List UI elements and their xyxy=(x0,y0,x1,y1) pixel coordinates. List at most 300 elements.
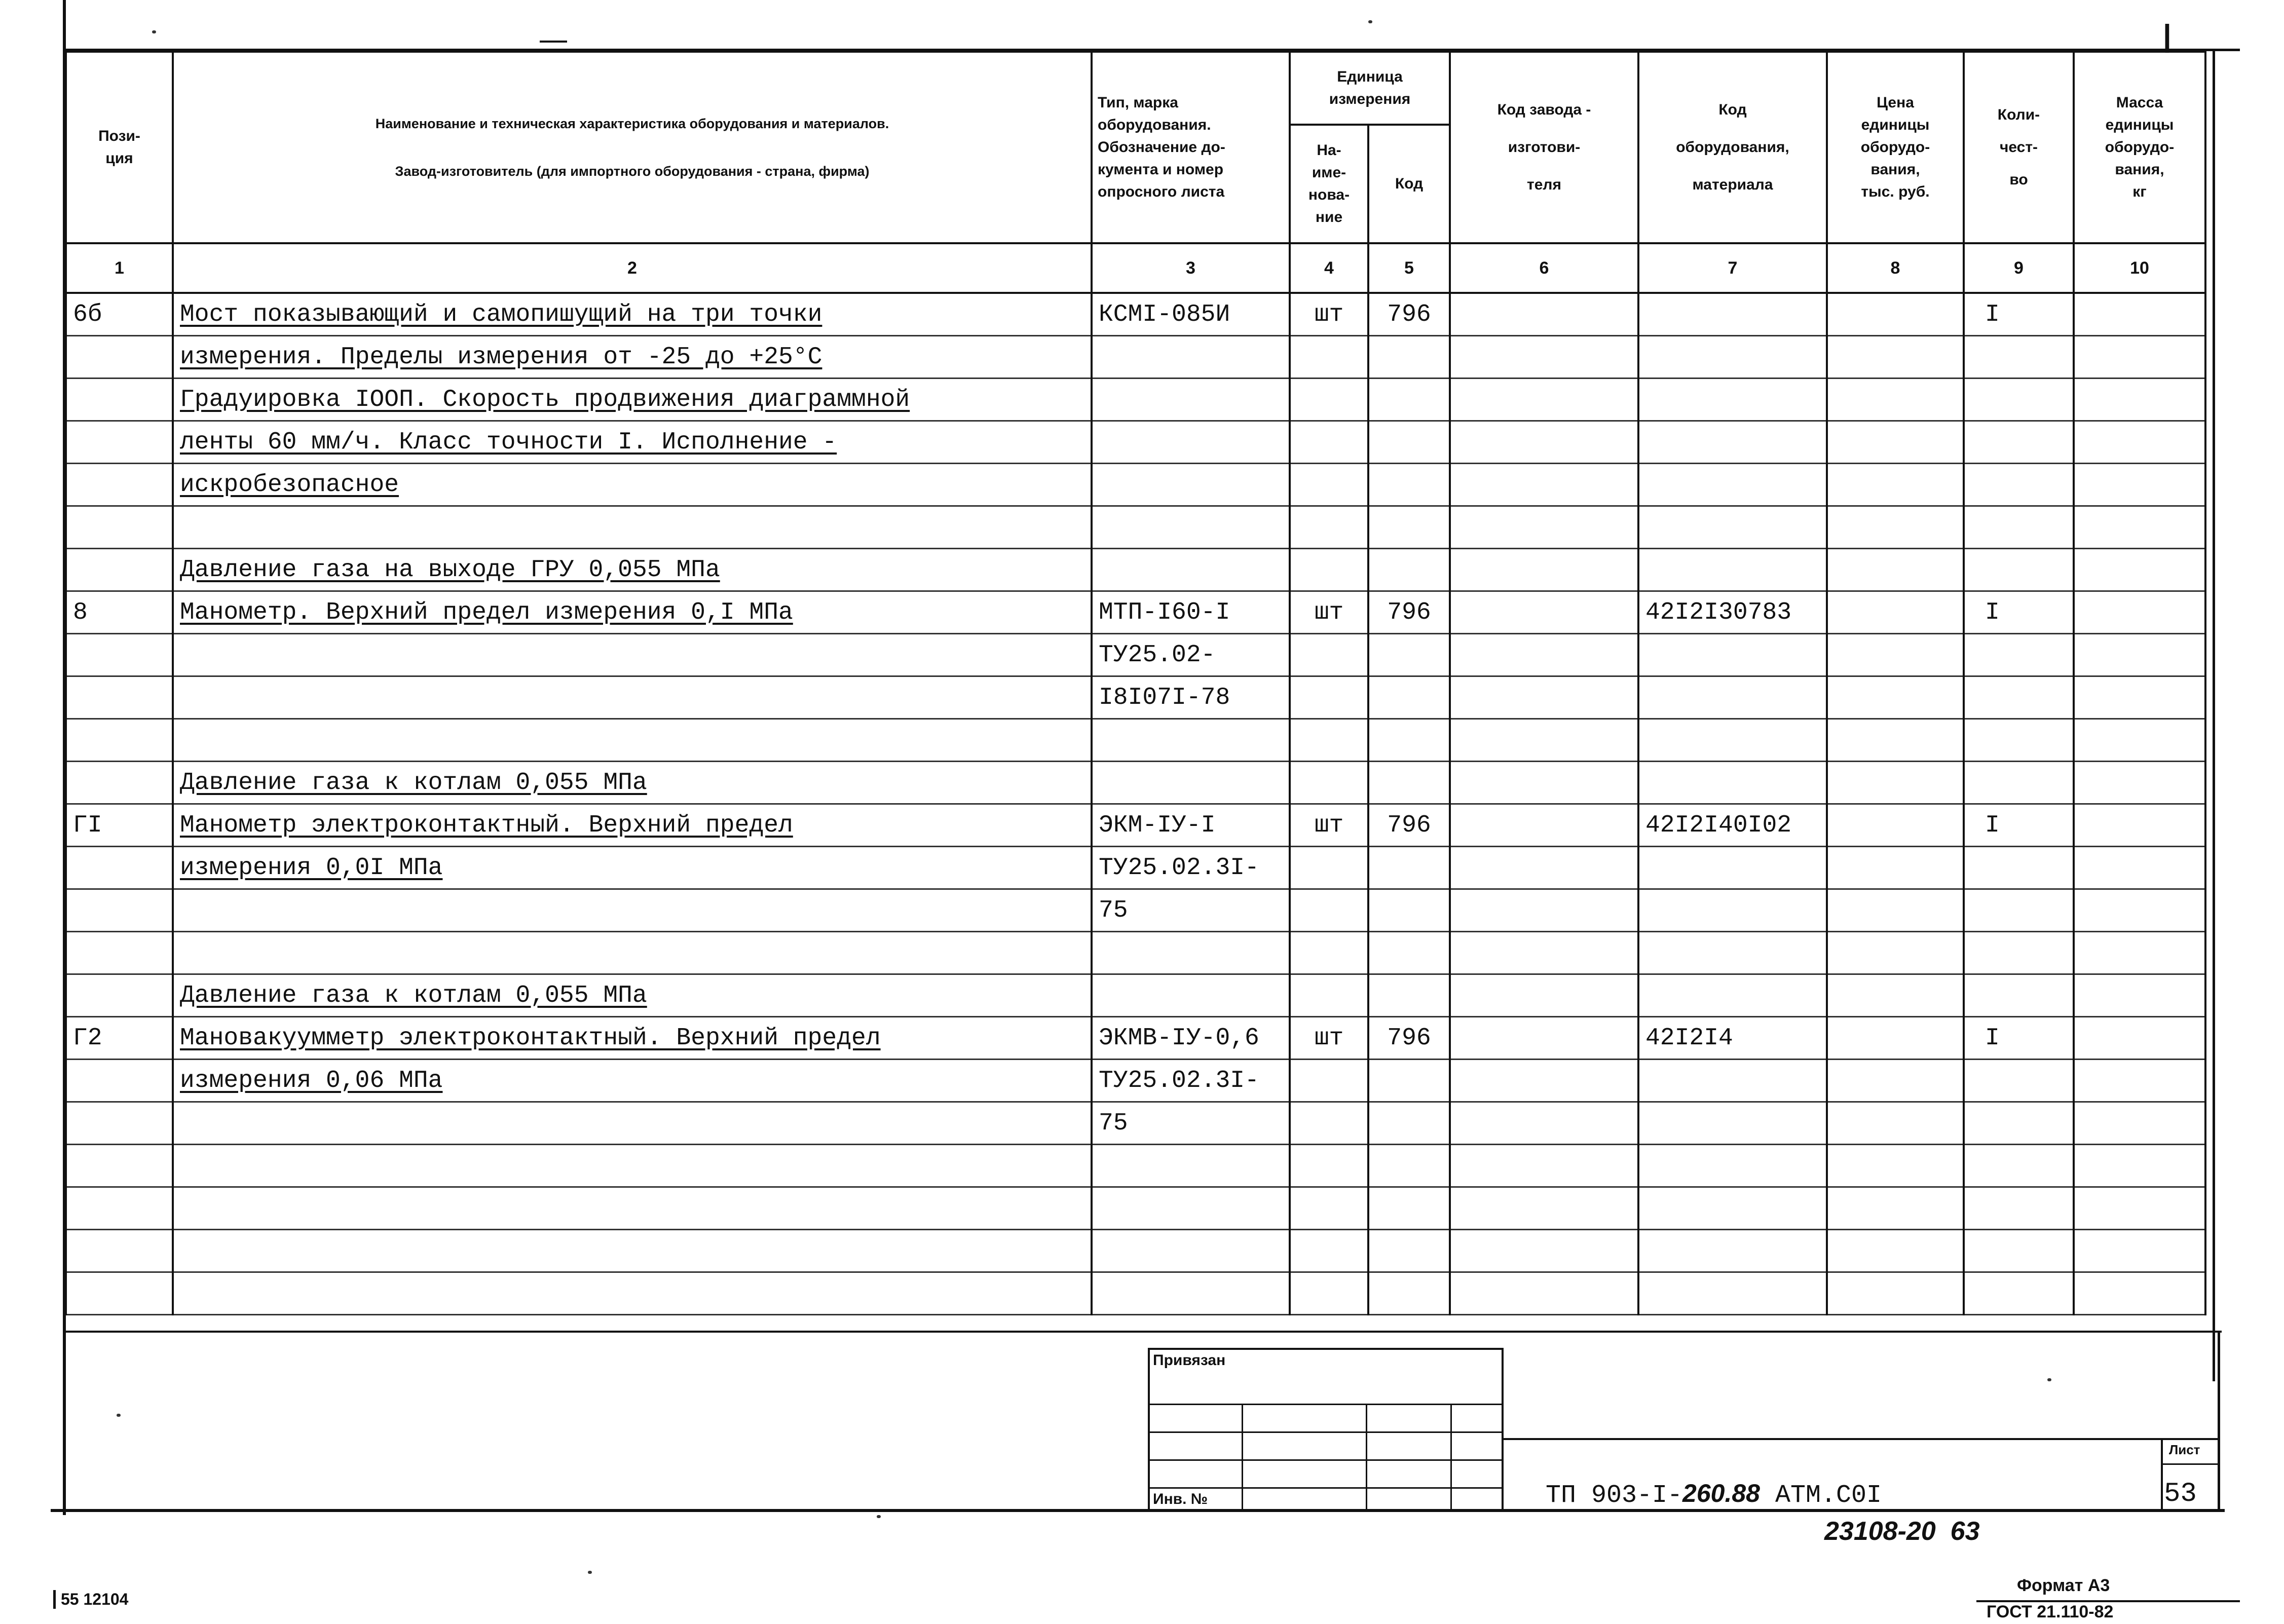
table-row xyxy=(66,974,2205,1017)
cell-mass xyxy=(2074,1060,2205,1102)
cell-factory-code xyxy=(1450,336,1638,379)
cell-position xyxy=(66,506,173,549)
cell-quantity: I xyxy=(1964,804,2074,847)
cell-name xyxy=(173,506,1092,549)
cell-factory-code xyxy=(1450,549,1638,591)
cell-name xyxy=(173,1187,1092,1230)
cell-mass xyxy=(2074,889,2205,932)
cell-type xyxy=(1092,1230,1290,1272)
cell-mass xyxy=(2074,1102,2205,1145)
cell-name xyxy=(173,1230,1092,1272)
cell-mass xyxy=(2074,1230,2205,1272)
frame-right-line xyxy=(2213,49,2215,1381)
cell-type xyxy=(1092,549,1290,591)
cell-quantity: I xyxy=(1964,591,2074,634)
cell-name: Манометр. Верхний предел измерения 0,I МПа xyxy=(173,591,1092,634)
cell-position: 8 xyxy=(66,591,173,634)
cell-unit-code xyxy=(1368,549,1450,591)
column-number: 2 xyxy=(173,243,1092,293)
cell-quantity xyxy=(1964,762,2074,804)
cell-mass xyxy=(2074,549,2205,591)
cell-unit-code xyxy=(1368,421,1450,464)
cell-factory-code xyxy=(1450,1102,1638,1145)
cell-unit xyxy=(1290,634,1368,676)
cell-type: ТУ25.02.3I- xyxy=(1092,1060,1290,1102)
cell-unit-code: 796 xyxy=(1368,293,1450,336)
cell-factory-code xyxy=(1450,889,1638,932)
cell-unit xyxy=(1290,1102,1368,1145)
cell-unit xyxy=(1290,676,1368,719)
header-row-1 xyxy=(66,52,2205,125)
cell-price xyxy=(1827,634,1964,676)
cell-equipment-code xyxy=(1638,336,1827,379)
column-number: 9 xyxy=(1964,243,2074,293)
attached-col-line xyxy=(1366,1404,1367,1511)
cell-quantity xyxy=(1964,336,2074,379)
cell-equipment-code xyxy=(1638,932,1827,974)
cell-unit xyxy=(1290,1060,1368,1102)
attached-label: Привязан xyxy=(1153,1352,1226,1369)
cell-equipment-code xyxy=(1638,974,1827,1017)
attached-col-line xyxy=(1242,1404,1243,1511)
cell-mass xyxy=(2074,932,2205,974)
cell-name: искробезопасное xyxy=(173,464,1092,506)
cell-equipment-code: 42I2I4 xyxy=(1638,1017,1827,1060)
cell-unit-code xyxy=(1368,379,1450,421)
cell-equipment-code xyxy=(1638,1102,1827,1145)
table-row xyxy=(66,421,2205,464)
cell-equipment-code xyxy=(1638,1272,1827,1315)
cell-unit xyxy=(1290,379,1368,421)
table-row xyxy=(66,676,2205,719)
cell-unit-code xyxy=(1368,1272,1450,1315)
cell-price xyxy=(1827,1187,1964,1230)
cell-price xyxy=(1827,549,1964,591)
cell-mass xyxy=(2074,974,2205,1017)
corner-mark: | xyxy=(2163,19,2171,53)
cell-factory-code xyxy=(1450,932,1638,974)
cell-mass xyxy=(2074,379,2205,421)
cell-quantity xyxy=(1964,1230,2074,1272)
header-name: Наименование и техническая характеристика оборудования и материалов. Завод-изготовитель (для импортного оборудования - страна, фирма) xyxy=(173,52,1092,243)
cell-position xyxy=(66,762,173,804)
cell-equipment-code xyxy=(1638,719,1827,762)
cell-unit xyxy=(1290,1187,1368,1230)
cell-unit xyxy=(1290,1272,1368,1315)
scan-speck xyxy=(117,1414,121,1417)
cell-price xyxy=(1827,719,1964,762)
top-short-line xyxy=(540,41,567,43)
table-row xyxy=(66,932,2205,974)
cell-equipment-code xyxy=(1638,549,1827,591)
footer-separator-line xyxy=(63,1331,2222,1333)
cell-unit-code xyxy=(1368,336,1450,379)
column-number: 3 xyxy=(1092,243,1290,293)
cell-unit-code xyxy=(1368,676,1450,719)
cell-unit-code xyxy=(1368,1145,1450,1187)
cell-equipment-code xyxy=(1638,889,1827,932)
scan-speck xyxy=(152,30,156,33)
header-mass: Масса единицы оборудо- вания, кг xyxy=(2074,52,2205,243)
table-row xyxy=(66,762,2205,804)
cell-unit xyxy=(1290,762,1368,804)
cell-quantity xyxy=(1964,549,2074,591)
cell-quantity xyxy=(1964,464,2074,506)
cell-equipment-code xyxy=(1638,1145,1827,1187)
cell-unit-code: 796 xyxy=(1368,1017,1450,1060)
cell-mass xyxy=(2074,719,2205,762)
cell-position xyxy=(66,676,173,719)
table-row xyxy=(66,1187,2205,1230)
cell-type xyxy=(1092,506,1290,549)
cell-name xyxy=(173,1272,1092,1315)
cell-mass xyxy=(2074,634,2205,676)
cell-type xyxy=(1092,1272,1290,1315)
cell-position: Г2 xyxy=(66,1017,173,1060)
cell-mass xyxy=(2074,847,2205,889)
cell-type xyxy=(1092,762,1290,804)
cell-price xyxy=(1827,1017,1964,1060)
table-row xyxy=(66,379,2205,421)
table-row xyxy=(66,1060,2205,1102)
column-number: 10 xyxy=(2074,243,2205,293)
cell-equipment-code xyxy=(1638,293,1827,336)
gost-label: ГОСТ 21.110-82 xyxy=(1987,1602,2114,1621)
cell-price xyxy=(1827,421,1964,464)
cell-factory-code xyxy=(1450,421,1638,464)
cell-quantity xyxy=(1964,847,2074,889)
cell-position xyxy=(66,1272,173,1315)
scan-speck xyxy=(1368,20,1372,23)
cell-factory-code xyxy=(1450,676,1638,719)
column-number: 5 xyxy=(1368,243,1450,293)
cell-position xyxy=(66,421,173,464)
column-number: 7 xyxy=(1638,243,1827,293)
header-factory-code: Код завода - изготови- теля xyxy=(1450,52,1638,243)
cell-unit xyxy=(1290,847,1368,889)
sheet-box-left-line xyxy=(2161,1438,2163,1512)
cell-factory-code xyxy=(1450,847,1638,889)
cell-quantity xyxy=(1964,889,2074,932)
header-position: Пози- ция xyxy=(66,52,173,243)
table-row xyxy=(66,1102,2205,1145)
cell-type: 75 xyxy=(1092,1102,1290,1145)
cell-name xyxy=(173,676,1092,719)
cell-position xyxy=(66,1060,173,1102)
cell-factory-code xyxy=(1450,506,1638,549)
cell-unit-code xyxy=(1368,506,1450,549)
cell-factory-code xyxy=(1450,634,1638,676)
cell-factory-code xyxy=(1450,1145,1638,1187)
cell-unit-code xyxy=(1368,464,1450,506)
inventory-number-label: Инв. № xyxy=(1153,1491,1208,1507)
cell-unit-code xyxy=(1368,1102,1450,1145)
cell-price xyxy=(1827,293,1964,336)
cell-name: Мост показывающий и самопишущий на три точки xyxy=(173,293,1092,336)
cell-position xyxy=(66,719,173,762)
cell-equipment-code xyxy=(1638,634,1827,676)
cell-type xyxy=(1092,719,1290,762)
cell-type: ЭКМ-IУ-I xyxy=(1092,804,1290,847)
cell-price xyxy=(1827,1272,1964,1315)
cell-unit-code: 796 xyxy=(1368,804,1450,847)
cell-mass xyxy=(2074,762,2205,804)
cell-unit-code xyxy=(1368,1187,1450,1230)
cell-unit xyxy=(1290,1145,1368,1187)
cell-type: 75 xyxy=(1092,889,1290,932)
cell-mass xyxy=(2074,464,2205,506)
cell-type xyxy=(1092,1187,1290,1230)
doc-code-top-line xyxy=(1504,1438,2218,1440)
cell-quantity xyxy=(1964,1272,2074,1315)
cell-unit: шт xyxy=(1290,591,1368,634)
cell-quantity: I xyxy=(1964,293,2074,336)
cell-type xyxy=(1092,379,1290,421)
specification-table xyxy=(65,51,2206,1315)
cell-unit xyxy=(1290,889,1368,932)
cell-price xyxy=(1827,1145,1964,1187)
table-row xyxy=(66,506,2205,549)
cell-name xyxy=(173,932,1092,974)
cell-unit-code xyxy=(1368,1230,1450,1272)
table-row xyxy=(66,889,2205,932)
cell-unit: шт xyxy=(1290,1017,1368,1060)
cell-mass xyxy=(2074,421,2205,464)
cell-type xyxy=(1092,421,1290,464)
cell-position: 6б xyxy=(66,293,173,336)
archive-number: 23108-20 63 xyxy=(1824,1517,1980,1546)
cell-position xyxy=(66,634,173,676)
table-row xyxy=(66,293,2205,336)
cell-unit xyxy=(1290,549,1368,591)
cell-equipment-code xyxy=(1638,506,1827,549)
cell-factory-code xyxy=(1450,379,1638,421)
cell-name: ленты 60 мм/ч. Класс точности I. Исполнение - xyxy=(173,421,1092,464)
cell-position xyxy=(66,464,173,506)
cell-type: ЭКМВ-IУ-0,6 xyxy=(1092,1017,1290,1060)
cell-unit-code xyxy=(1368,889,1450,932)
cell-quantity xyxy=(1964,719,2074,762)
cell-equipment-code xyxy=(1638,464,1827,506)
cell-price xyxy=(1827,379,1964,421)
cell-equipment-code xyxy=(1638,676,1827,719)
cell-mass xyxy=(2074,1272,2205,1315)
scan-speck xyxy=(588,1571,592,1574)
cell-unit-code xyxy=(1368,762,1450,804)
cell-position xyxy=(66,1145,173,1187)
cell-type: I8I07I-78 xyxy=(1092,676,1290,719)
cell-position xyxy=(66,336,173,379)
cell-unit-code xyxy=(1368,974,1450,1017)
cell-price xyxy=(1827,1102,1964,1145)
cell-unit xyxy=(1290,932,1368,974)
cell-name: Давление газа на выходе ГРУ 0,055 МПа xyxy=(173,549,1092,591)
cell-quantity xyxy=(1964,932,2074,974)
cell-equipment-code xyxy=(1638,1187,1827,1230)
cell-price xyxy=(1827,464,1964,506)
cell-price xyxy=(1827,889,1964,932)
cell-price xyxy=(1827,762,1964,804)
cell-factory-code xyxy=(1450,1187,1638,1230)
header-price: Цена единицы оборудо- вания, тыс. руб. xyxy=(1827,52,1964,243)
cell-factory-code xyxy=(1450,1060,1638,1102)
cell-position xyxy=(66,1187,173,1230)
cell-position xyxy=(66,1230,173,1272)
table-row xyxy=(66,719,2205,762)
cell-name: измерения 0,06 МПа xyxy=(173,1060,1092,1102)
column-number: 4 xyxy=(1290,243,1368,293)
cell-unit: шт xyxy=(1290,804,1368,847)
table-row xyxy=(66,549,2205,591)
cell-unit-code xyxy=(1368,932,1450,974)
cell-unit: шт xyxy=(1290,293,1368,336)
cell-type xyxy=(1092,974,1290,1017)
cell-equipment-code: 42I2I40I02 xyxy=(1638,804,1827,847)
cell-quantity xyxy=(1964,634,2074,676)
cell-type: ТУ25.02.3I- xyxy=(1092,847,1290,889)
cell-equipment-code xyxy=(1638,762,1827,804)
cell-equipment-code xyxy=(1638,1230,1827,1272)
cell-mass xyxy=(2074,1187,2205,1230)
cell-quantity xyxy=(1964,379,2074,421)
cell-unit-code xyxy=(1368,634,1450,676)
cell-name: Манометр электроконтактный. Верхний предел xyxy=(173,804,1092,847)
table-row xyxy=(66,634,2205,676)
cell-unit-code xyxy=(1368,1060,1450,1102)
table-row xyxy=(66,1145,2205,1187)
sheet-number: 53 xyxy=(2164,1479,2197,1509)
frame-right-lower-line xyxy=(2218,1333,2220,1511)
cell-name xyxy=(173,1145,1092,1187)
cell-mass xyxy=(2074,1017,2205,1060)
cell-unit-code xyxy=(1368,847,1450,889)
stamp-left-code: 55 12104 xyxy=(53,1590,128,1609)
cell-equipment-code xyxy=(1638,1060,1827,1102)
cell-factory-code xyxy=(1450,464,1638,506)
cell-unit xyxy=(1290,336,1368,379)
cell-position xyxy=(66,847,173,889)
cell-type xyxy=(1092,464,1290,506)
cell-quantity xyxy=(1964,1145,2074,1187)
scan-speck xyxy=(2047,1378,2051,1381)
cell-position xyxy=(66,379,173,421)
document-code: ТП 903-I-260.88 АТМ.С0I xyxy=(1546,1479,1882,1510)
cell-price xyxy=(1827,1230,1964,1272)
cell-unit xyxy=(1290,974,1368,1017)
cell-position: ГI xyxy=(66,804,173,847)
cell-price xyxy=(1827,591,1964,634)
cell-quantity xyxy=(1964,676,2074,719)
cell-name: Давление газа к котлам 0,055 МПа xyxy=(173,974,1092,1017)
table-row xyxy=(66,336,2205,379)
cell-unit xyxy=(1290,506,1368,549)
cell-mass xyxy=(2074,676,2205,719)
cell-name xyxy=(173,719,1092,762)
header-equipment-code: Код оборудования, материала xyxy=(1638,52,1827,243)
cell-factory-code xyxy=(1450,1272,1638,1315)
cell-type xyxy=(1092,932,1290,974)
cell-price xyxy=(1827,847,1964,889)
cell-quantity xyxy=(1964,1187,2074,1230)
cell-type xyxy=(1092,336,1290,379)
cell-mass xyxy=(2074,336,2205,379)
cell-position xyxy=(66,974,173,1017)
cell-factory-code xyxy=(1450,719,1638,762)
cell-factory-code xyxy=(1450,591,1638,634)
cell-unit xyxy=(1290,1230,1368,1272)
cell-quantity xyxy=(1964,974,2074,1017)
table-row xyxy=(66,591,2205,634)
column-number: 6 xyxy=(1450,243,1638,293)
cell-factory-code xyxy=(1450,293,1638,336)
cell-unit xyxy=(1290,421,1368,464)
cell-position xyxy=(66,549,173,591)
sheet-box-mid-line xyxy=(2161,1463,2219,1465)
cell-price xyxy=(1827,974,1964,1017)
format-label: Формат А3 xyxy=(2017,1576,2110,1595)
scan-speck xyxy=(877,1515,881,1518)
cell-mass xyxy=(2074,1145,2205,1187)
cell-type: МТП-I60-I xyxy=(1092,591,1290,634)
specification-body xyxy=(66,293,2205,1315)
cell-mass xyxy=(2074,293,2205,336)
attached-col-line xyxy=(1450,1404,1452,1511)
table-row xyxy=(66,804,2205,847)
cell-equipment-code xyxy=(1638,379,1827,421)
cell-mass xyxy=(2074,804,2205,847)
header-unit-name: На- име- нова- ние xyxy=(1290,125,1368,243)
cell-name: измерения 0,0I МПа xyxy=(173,847,1092,889)
cell-name: измерения. Пределы измерения от -25 до +25°C xyxy=(173,336,1092,379)
cell-name: Градуировка IООП. Скорость продвижения диаграммной xyxy=(173,379,1092,421)
table-row xyxy=(66,1272,2205,1315)
sheet-label: Лист xyxy=(2169,1442,2200,1457)
cell-equipment-code: 42I2I30783 xyxy=(1638,591,1827,634)
cell-position xyxy=(66,1102,173,1145)
table-row xyxy=(66,1230,2205,1272)
cell-price xyxy=(1827,1060,1964,1102)
cell-mass xyxy=(2074,591,2205,634)
cell-name xyxy=(173,889,1092,932)
table-row xyxy=(66,464,2205,506)
column-number: 1 xyxy=(66,243,173,293)
cell-name xyxy=(173,1102,1092,1145)
cell-price xyxy=(1827,506,1964,549)
cell-quantity xyxy=(1964,1102,2074,1145)
cell-quantity xyxy=(1964,506,2074,549)
column-number-row xyxy=(66,243,2205,293)
cell-quantity xyxy=(1964,421,2074,464)
cell-price xyxy=(1827,932,1964,974)
cell-position xyxy=(66,889,173,932)
header-unit-group: Единица измерения xyxy=(1290,52,1450,125)
cell-mass xyxy=(2074,506,2205,549)
cell-name: Мановакуумметр электроконтактный. Верхний предел xyxy=(173,1017,1092,1060)
cell-factory-code xyxy=(1450,1017,1638,1060)
frame-bottom-line xyxy=(51,1509,2225,1512)
cell-price xyxy=(1827,676,1964,719)
cell-factory-code xyxy=(1450,804,1638,847)
cell-type xyxy=(1092,1145,1290,1187)
cell-name xyxy=(173,634,1092,676)
cell-unit xyxy=(1290,464,1368,506)
cell-type: КСМI-085И xyxy=(1092,293,1290,336)
cell-unit-code xyxy=(1368,719,1450,762)
header-type: Тип, марка оборудования. Обозначение до- кумента и номер опросного листа xyxy=(1092,52,1290,243)
table-row xyxy=(66,1017,2205,1060)
cell-unit-code: 796 xyxy=(1368,591,1450,634)
header-unit-code: Код xyxy=(1368,125,1450,243)
